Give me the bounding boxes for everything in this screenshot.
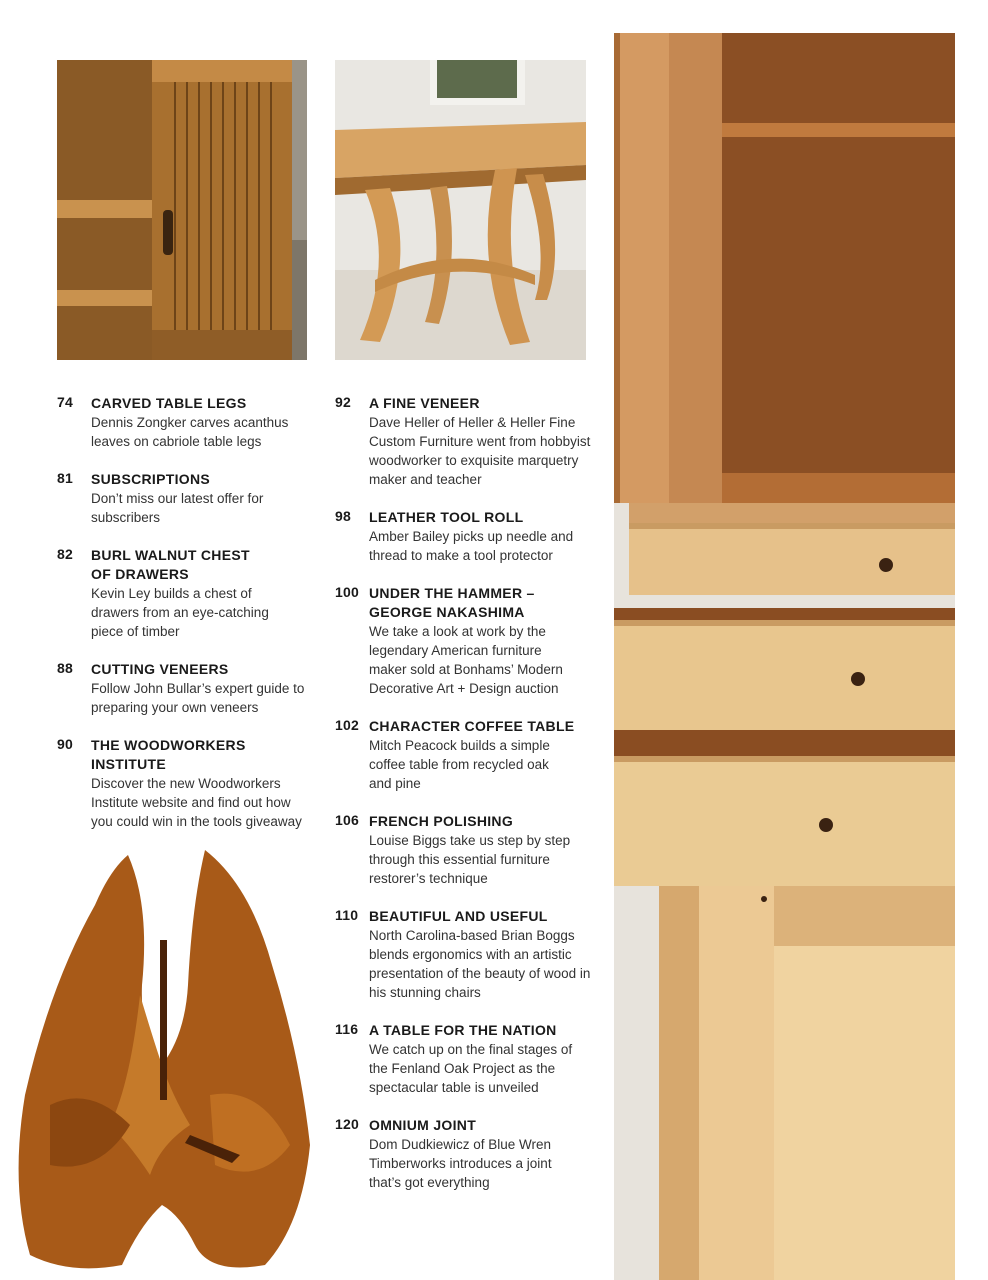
page-number: 82 bbox=[57, 546, 73, 562]
page-number: 81 bbox=[57, 470, 73, 486]
article-description: Follow John Bullar’s expert guide to preparing your own veneers bbox=[91, 681, 305, 715]
contents-entry[interactable] bbox=[57, 546, 312, 641]
article-title: A FINE VENEER bbox=[369, 395, 480, 411]
article-title: FRENCH POLISHING bbox=[369, 813, 514, 829]
article-description: We take a look at work by the legendary American furniture maker sold at Bonhams’ Modern Decorative Art + Design auction bbox=[369, 624, 563, 696]
article-title: OMNIUM JOINT bbox=[369, 1117, 477, 1133]
contents-entry[interactable] bbox=[57, 736, 312, 831]
article-description: Amber Bailey picks up needle and thread to make a tool protector bbox=[369, 529, 574, 563]
article-description: Dennis Zongker carves acanthus leaves on cabriole table legs bbox=[91, 415, 289, 449]
contents-entry[interactable] bbox=[335, 1021, 593, 1097]
article-description: Louise Biggs take us step by step through this essential furniture restorer’s technique bbox=[369, 833, 571, 886]
article-description: Mitch Peacock builds a simple coffee table from recycled oak and pine bbox=[369, 738, 550, 791]
contents-entry[interactable] bbox=[57, 394, 312, 451]
contents-entry[interactable] bbox=[57, 660, 312, 717]
page-number: 106 bbox=[335, 812, 359, 828]
page-number: 116 bbox=[335, 1021, 359, 1037]
page-number: 90 bbox=[57, 736, 73, 752]
article-title: LEATHER TOOL ROLL bbox=[369, 509, 524, 525]
page-number: 100 bbox=[335, 584, 359, 600]
contents-entry[interactable] bbox=[57, 470, 312, 527]
cupboard-photo bbox=[614, 33, 955, 1280]
article-description: Dom Dudkiewicz of Blue Wren Timberworks introduces a joint that’s got everything bbox=[369, 1137, 552, 1190]
page-number: 98 bbox=[335, 508, 351, 524]
page-number: 92 bbox=[335, 394, 351, 410]
contents-entry[interactable] bbox=[335, 907, 593, 1002]
contents-entry[interactable] bbox=[335, 1116, 593, 1192]
article-description: Dave Heller of Heller & Heller Fine Custom Furniture went from hobbyist woodworker to exquisite marquetry maker and teacher bbox=[369, 415, 591, 487]
contents-column-right bbox=[335, 394, 593, 1192]
article-title: SUBSCRIPTIONS bbox=[91, 471, 211, 487]
contents-entry[interactable] bbox=[335, 717, 593, 793]
contents-entry[interactable] bbox=[335, 584, 593, 698]
article-title: A TABLE FOR THE NATION bbox=[369, 1022, 557, 1038]
article-description: Don’t miss our latest offer for subscribers bbox=[91, 491, 264, 525]
table-photo bbox=[335, 60, 586, 360]
article-title: CHARACTER COFFEE TABLE bbox=[369, 718, 575, 734]
page-number: 110 bbox=[335, 907, 359, 923]
article-description: Discover the new Woodworkers Institute website and find out how you could win in the tools giveaway bbox=[91, 776, 302, 829]
article-title: BURL WALNUT CHEST OF DRAWERS bbox=[91, 547, 250, 582]
article-title: CARVED TABLE LEGS bbox=[91, 395, 247, 411]
page-number: 88 bbox=[57, 660, 73, 676]
cabinet-photo bbox=[57, 60, 307, 360]
page-number: 74 bbox=[57, 394, 73, 410]
article-title: CUTTING VENEERS bbox=[91, 661, 229, 677]
slab-photo bbox=[10, 845, 315, 1280]
article-description: Kevin Ley builds a chest of drawers from an eye-catching piece of timber bbox=[91, 586, 269, 639]
article-title: BEAUTIFUL AND USEFUL bbox=[369, 908, 548, 924]
contents-column-left bbox=[57, 394, 312, 831]
contents-entry[interactable] bbox=[335, 812, 593, 888]
page-number: 120 bbox=[335, 1116, 359, 1132]
contents-entry[interactable] bbox=[335, 394, 593, 489]
article-description: North Carolina-based Brian Boggs blends ergonomics with an artistic presentation of the beauty of wood in his stunning chairs bbox=[369, 928, 591, 1000]
article-description: We catch up on the final stages of the Fenland Oak Project as the spectacular table is unveiled bbox=[369, 1042, 573, 1095]
page-number: 102 bbox=[335, 717, 359, 733]
contents-entry[interactable] bbox=[335, 508, 593, 565]
article-title: THE WOODWORKERS INSTITUTE bbox=[91, 737, 246, 772]
article-title: UNDER THE HAMMER – GEORGE NAKASHIMA bbox=[369, 585, 535, 620]
